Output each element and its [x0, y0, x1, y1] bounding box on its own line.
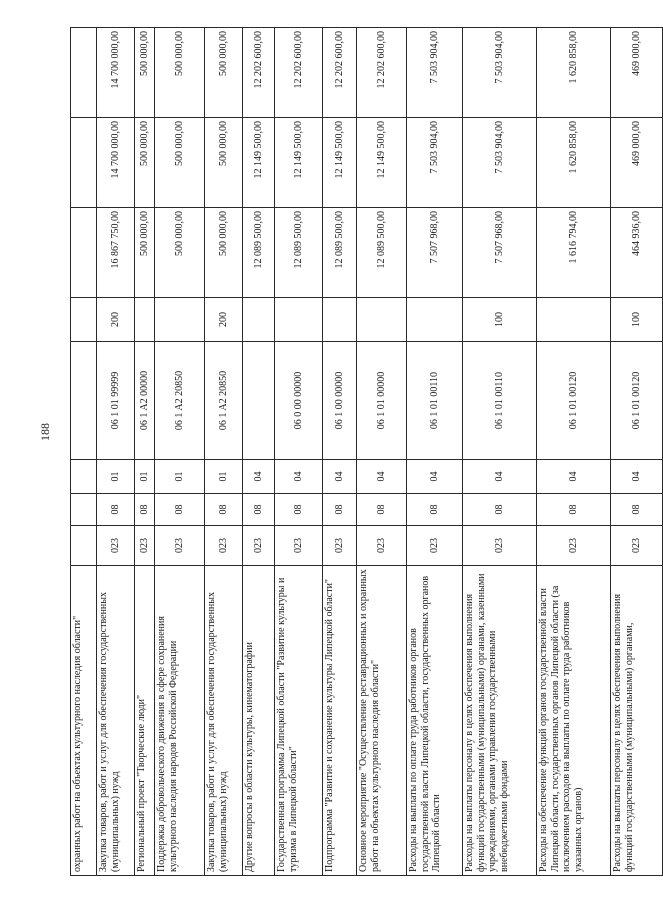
item-name-cell: Региональный проект "Творческие люди" — [135, 566, 155, 876]
expense-type-cell: 200 — [205, 298, 243, 342]
amount-year1-cell: 464 936,00 — [611, 208, 663, 298]
item-name-cell: Расходы на выплаты персоналу в целях обеспечения выполнения функций государственными (муниципальными) органами, казенными учреждениями, органами управления государственными внебюджетными фондами — [463, 566, 537, 876]
expense-type-cell — [407, 298, 463, 342]
grbs-code-cell: 023 — [135, 526, 155, 566]
section-code-cell: 08 — [611, 494, 663, 526]
grbs-code-cell: 023 — [407, 526, 463, 566]
expense-type-cell — [537, 298, 611, 342]
grbs-code-cell: 023 — [275, 526, 323, 566]
item-name-cell: охранных работ на объектах культурного наследия области" — [71, 566, 97, 876]
amount-year1-cell: 12 089 500,00 — [357, 208, 407, 298]
amount-year2-cell: 7 503 904,00 — [463, 118, 537, 208]
amount-year2-cell: 12 149 500,00 — [275, 118, 323, 208]
table-row — [275, 28, 323, 876]
expense-type-cell: 200 — [97, 298, 135, 342]
table-row — [135, 28, 155, 876]
target-article-cell: 06 1 01 99999 — [97, 342, 135, 460]
amount-year2-cell — [71, 118, 97, 208]
expense-type-cell — [155, 298, 205, 342]
subsection-code-cell: 01 — [205, 460, 243, 494]
amount-year1-cell: 500 000,00 — [155, 208, 205, 298]
item-name-cell: Расходы на обеспечение функций органов государственной власти Липецкой области, государственных органов Липецкой области (за исключением расходов на выплаты по оплате труда работников указанных органов) — [537, 566, 611, 876]
amount-year2-cell: 1 620 858,00 — [537, 118, 611, 208]
grbs-code-cell: 023 — [323, 526, 357, 566]
item-name-cell: Основное мероприятие "Осуществление реставрационных и охранных работ на объектах культурного наследия области" — [357, 566, 407, 876]
amount-year3-cell: 500 000,00 — [155, 28, 205, 118]
amount-year1-cell: 500 000,00 — [205, 208, 243, 298]
grbs-code-cell: 023 — [357, 526, 407, 566]
amount-year2-cell: 12 149 500,00 — [243, 118, 275, 208]
expense-type-cell — [323, 298, 357, 342]
section-code-cell: 08 — [357, 494, 407, 526]
section-code-cell: 08 — [97, 494, 135, 526]
subsection-code-cell — [71, 460, 97, 494]
item-name-cell: Поддержка добровольческого движения в сфере сохранения культурного наследия народов Российской Федерации — [155, 566, 205, 876]
table-row — [71, 28, 97, 876]
section-code-cell: 08 — [407, 494, 463, 526]
amount-year1-cell: 16 867 750,00 — [97, 208, 135, 298]
amount-year1-cell: 12 089 500,00 — [243, 208, 275, 298]
table-row — [155, 28, 205, 876]
amount-year2-cell: 7 503 904,00 — [407, 118, 463, 208]
amount-year3-cell: 14 700 000,00 — [97, 28, 135, 118]
amount-year3-cell: 500 000,00 — [205, 28, 243, 118]
item-name-cell: Закупка товаров, работ и услуг для обеспечения государственных (муниципальных) нужд — [205, 566, 243, 876]
amount-year2-cell: 14 700 000,00 — [97, 118, 135, 208]
amount-year2-cell: 12 149 500,00 — [357, 118, 407, 208]
section-code-cell — [71, 494, 97, 526]
amount-year3-cell: 12 202 600,00 — [323, 28, 357, 118]
section-code-cell: 08 — [323, 494, 357, 526]
target-article-cell: 06 1 A2 20850 — [155, 342, 205, 460]
page-number: 188 — [38, 423, 52, 441]
section-code-cell: 08 — [155, 494, 205, 526]
target-article-cell: 06 0 00 00000 — [275, 342, 323, 460]
amount-year2-cell: 500 000,00 — [135, 118, 155, 208]
amount-year1-cell: 500 000,00 — [135, 208, 155, 298]
budget-table — [70, 27, 663, 876]
expense-type-cell — [243, 298, 275, 342]
amount-year1-cell — [71, 208, 97, 298]
table-row — [323, 28, 357, 876]
section-code-cell: 08 — [463, 494, 537, 526]
subsection-code-cell: 04 — [357, 460, 407, 494]
grbs-code-cell: 023 — [537, 526, 611, 566]
amount-year2-cell: 500 000,00 — [205, 118, 243, 208]
grbs-code-cell: 023 — [155, 526, 205, 566]
amount-year1-cell: 7 507 968,00 — [407, 208, 463, 298]
subsection-code-cell: 04 — [243, 460, 275, 494]
table-row — [97, 28, 135, 876]
amount-year1-cell: 12 089 500,00 — [275, 208, 323, 298]
section-code-cell: 08 — [205, 494, 243, 526]
table-row — [357, 28, 407, 876]
expense-type-cell — [275, 298, 323, 342]
amount-year2-cell: 469 000,00 — [611, 118, 663, 208]
amount-year2-cell: 12 149 500,00 — [323, 118, 357, 208]
expense-type-cell: 100 — [463, 298, 537, 342]
amount-year3-cell — [71, 28, 97, 118]
target-article-cell: 06 1 01 00110 — [407, 342, 463, 460]
section-code-cell: 08 — [537, 494, 611, 526]
grbs-code-cell: 023 — [611, 526, 663, 566]
subsection-code-cell: 04 — [463, 460, 537, 494]
amount-year3-cell: 1 620 858,00 — [537, 28, 611, 118]
item-name-cell: Расходы на выплаты по оплате труда работников органов государственной власти Липецкой области, государственных органов Липецкой области — [407, 566, 463, 876]
section-code-cell: 08 — [275, 494, 323, 526]
grbs-code-cell: 023 — [97, 526, 135, 566]
budget-table-body — [71, 28, 663, 876]
amount-year3-cell: 500 000,00 — [135, 28, 155, 118]
amount-year1-cell: 7 507 968,00 — [463, 208, 537, 298]
table-row — [243, 28, 275, 876]
expense-type-cell — [357, 298, 407, 342]
subsection-code-cell: 01 — [97, 460, 135, 494]
grbs-code-cell — [71, 526, 97, 566]
expense-type-cell — [135, 298, 155, 342]
target-article-cell — [71, 342, 97, 460]
item-name-cell: Подпрограмма "Развитие и сохранение культуры Липецкой области" — [323, 566, 357, 876]
target-article-cell: 06 1 A2 00000 — [135, 342, 155, 460]
subsection-code-cell: 01 — [135, 460, 155, 494]
subsection-code-cell: 04 — [407, 460, 463, 494]
grbs-code-cell: 023 — [243, 526, 275, 566]
amount-year3-cell: 12 202 600,00 — [275, 28, 323, 118]
section-code-cell: 08 — [243, 494, 275, 526]
item-name-cell: Закупка товаров, работ и услуг для обеспечения государственных (муниципальных) нужд — [97, 566, 135, 876]
section-code-cell: 08 — [135, 494, 155, 526]
target-article-cell: 06 1 01 00120 — [537, 342, 611, 460]
amount-year1-cell: 12 089 500,00 — [323, 208, 357, 298]
amount-year3-cell: 12 202 600,00 — [357, 28, 407, 118]
expense-type-cell — [71, 298, 97, 342]
target-article-cell: 06 1 A2 20850 — [205, 342, 243, 460]
expense-type-cell: 100 — [611, 298, 663, 342]
target-article-cell: 06 1 01 00000 — [357, 342, 407, 460]
table-row — [611, 28, 663, 876]
subsection-code-cell: 04 — [323, 460, 357, 494]
table-row — [407, 28, 463, 876]
subsection-code-cell: 04 — [275, 460, 323, 494]
amount-year3-cell: 469 000,00 — [611, 28, 663, 118]
target-article-cell: 06 1 01 00110 — [463, 342, 537, 460]
target-article-cell — [243, 342, 275, 460]
target-article-cell: 06 1 00 00000 — [323, 342, 357, 460]
target-article-cell: 06 1 01 00120 — [611, 342, 663, 460]
subsection-code-cell: 04 — [537, 460, 611, 494]
subsection-code-cell: 01 — [155, 460, 205, 494]
item-name-cell: Расходы на выплаты персоналу в целях обеспечения выполнения функций государственными (муниципальными) органами, — [611, 566, 663, 876]
grbs-code-cell: 023 — [463, 526, 537, 566]
amount-year3-cell: 12 202 600,00 — [243, 28, 275, 118]
item-name-cell: Государственная программа Липецкой области "Развитие культуры и туризма в Липецкой области" — [275, 566, 323, 876]
table-row — [463, 28, 537, 876]
amount-year3-cell: 7 503 904,00 — [407, 28, 463, 118]
amount-year2-cell: 500 000,00 — [155, 118, 205, 208]
amount-year3-cell: 7 503 904,00 — [463, 28, 537, 118]
table-row — [205, 28, 243, 876]
item-name-cell: Другие вопросы в области культуры, кинематографии — [243, 566, 275, 876]
amount-year1-cell: 1 616 794,00 — [537, 208, 611, 298]
budget-table-container — [70, 28, 642, 876]
table-row — [537, 28, 611, 876]
subsection-code-cell: 04 — [611, 460, 663, 494]
grbs-code-cell: 023 — [205, 526, 243, 566]
